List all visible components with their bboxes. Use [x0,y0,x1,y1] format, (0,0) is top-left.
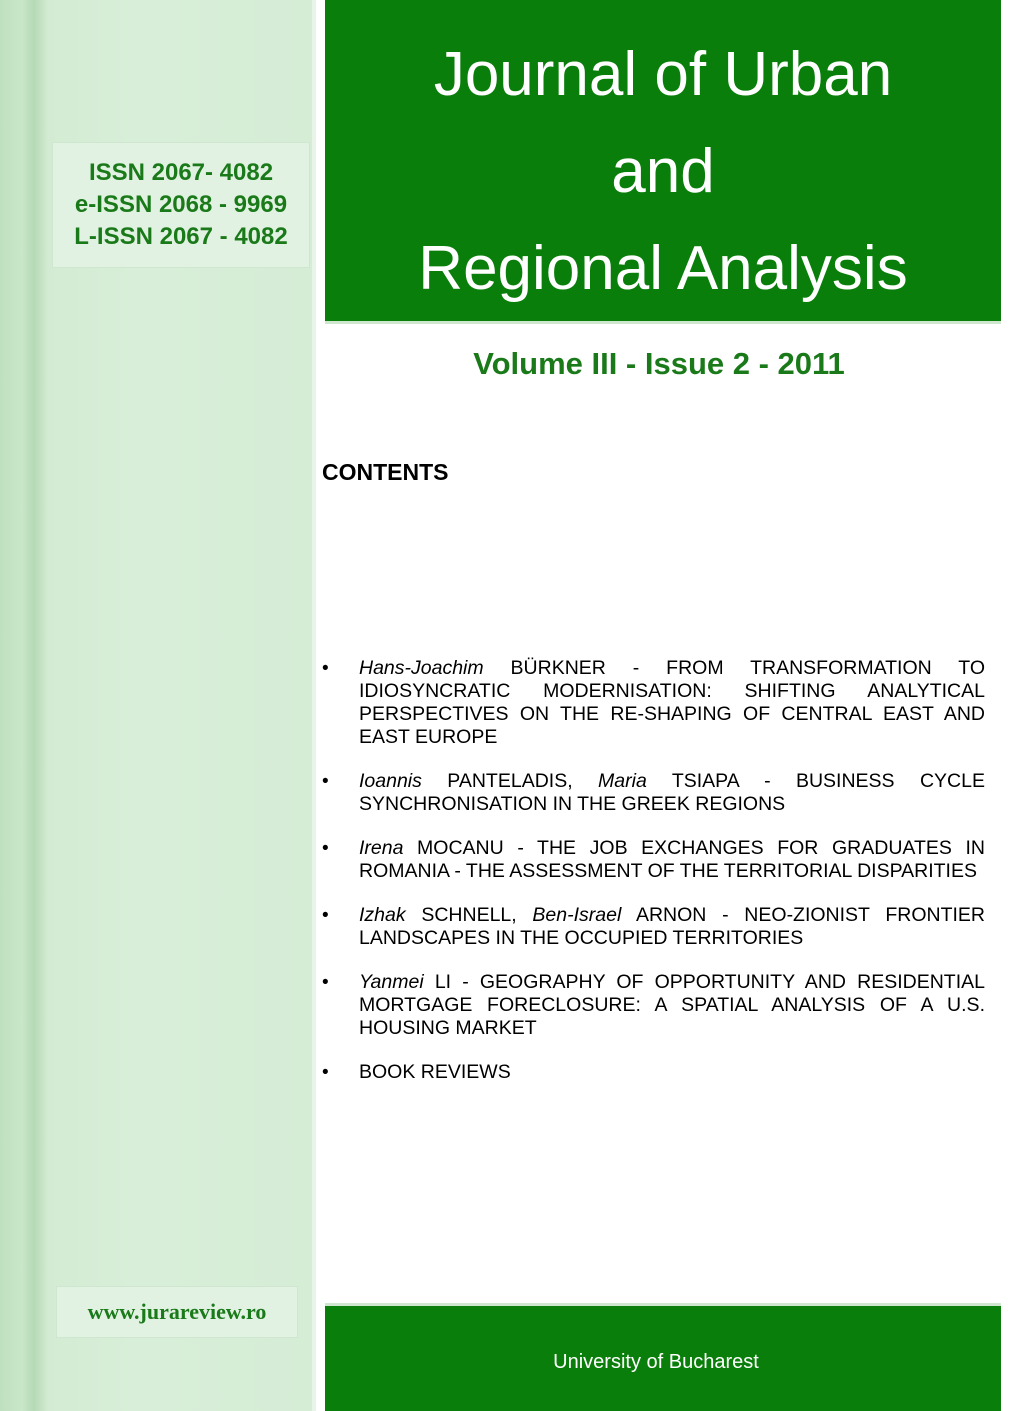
toc-item[interactable] [322,770,985,816]
toc-item[interactable] [322,837,985,883]
bullet-icon: • [322,838,329,859]
coauthor-first-name: Ben-Israel [532,904,622,926]
coauthor-last-name: ARNON [621,904,707,926]
author-first-name: Izhak [359,904,406,926]
issn-box [52,142,310,268]
journal-title-banner [325,0,1001,324]
author-last-name: LI [423,971,452,993]
author-last-name: PANTELADIS, [421,770,599,792]
author-first-name: Irena [359,837,404,859]
sidebar-edge [312,0,316,1411]
toc-item[interactable] [322,657,985,749]
bullet-icon: • [322,658,329,679]
author-first-name: Yanmei [359,971,424,993]
toc-item[interactable] [322,904,985,950]
author-last-name: BÜRKNER [483,657,606,679]
bullet-icon: • [322,972,329,993]
article-title: - BUSINESS CYCLE SYNCHRONISATION IN THE GREEK REGIONS [359,770,985,815]
journal-title-line-2: and [611,137,715,206]
toc-item-book-reviews[interactable] [322,1061,985,1084]
coauthor-first-name: Maria [598,770,647,792]
bullet-icon: • [322,1062,329,1083]
author-last-name: MOCANU [403,837,504,859]
journal-title-line-3: Regional Analysis [418,234,908,303]
issn-linking: L-ISSN 2067 - 4082 [74,223,288,250]
author-first-name: Ioannis [359,770,422,792]
article-title: - NEO-ZIONIST FRONTIER LANDSCAPES IN THE OCCUPIED TERRITORIES [359,904,986,949]
issn-print: ISSN 2067- 4082 [88,159,274,186]
table-of-contents [322,657,985,1105]
issn-electronic: e-ISSN 2068 - 9969 [74,191,288,218]
coauthor-last-name: TSIAPA [646,770,739,792]
article-title: - GEOGRAPHY OF OPPORTUNITY AND RESIDENTIAL MORTGAGE FORECLOSURE: A SPATIAL ANALYSIS OF A U.S. HOUSING MARKET [359,971,985,1039]
institution-name: University of Bucharest [553,1351,759,1373]
article-title: - FROM TRANSFORMATION TO IDIOSYNCRATIC MODERNISATION: SHIFTING ANALYTICAL PERSPECTIVES ON THE RE-SHAPING OF CENTRAL EAST AND EAST EUROPE [359,657,985,748]
journal-title-line-1: Journal of Urban [433,40,893,109]
author-first-name: Hans-Joachim [359,657,484,679]
contents-heading: CONTENTS [322,459,449,485]
bullet-icon: • [322,771,329,792]
author-last-name: SCHNELL, [405,904,533,926]
article-title: - THE JOB EXCHANGES FOR GRADUATES IN ROMANIA - THE ASSESSMENT OF THE TERRITORIAL DISPARITIES [359,837,985,882]
toc-item[interactable] [322,971,985,1040]
website-box [56,1286,298,1338]
volume-issue: Volume III - Issue 2 - 2011 [473,346,845,381]
footer-banner [325,1303,1001,1411]
book-reviews-label: BOOK REVIEWS [359,1061,511,1083]
bullet-icon: • [322,905,329,926]
website-link[interactable]: www.jurareview.ro [87,1299,267,1324]
